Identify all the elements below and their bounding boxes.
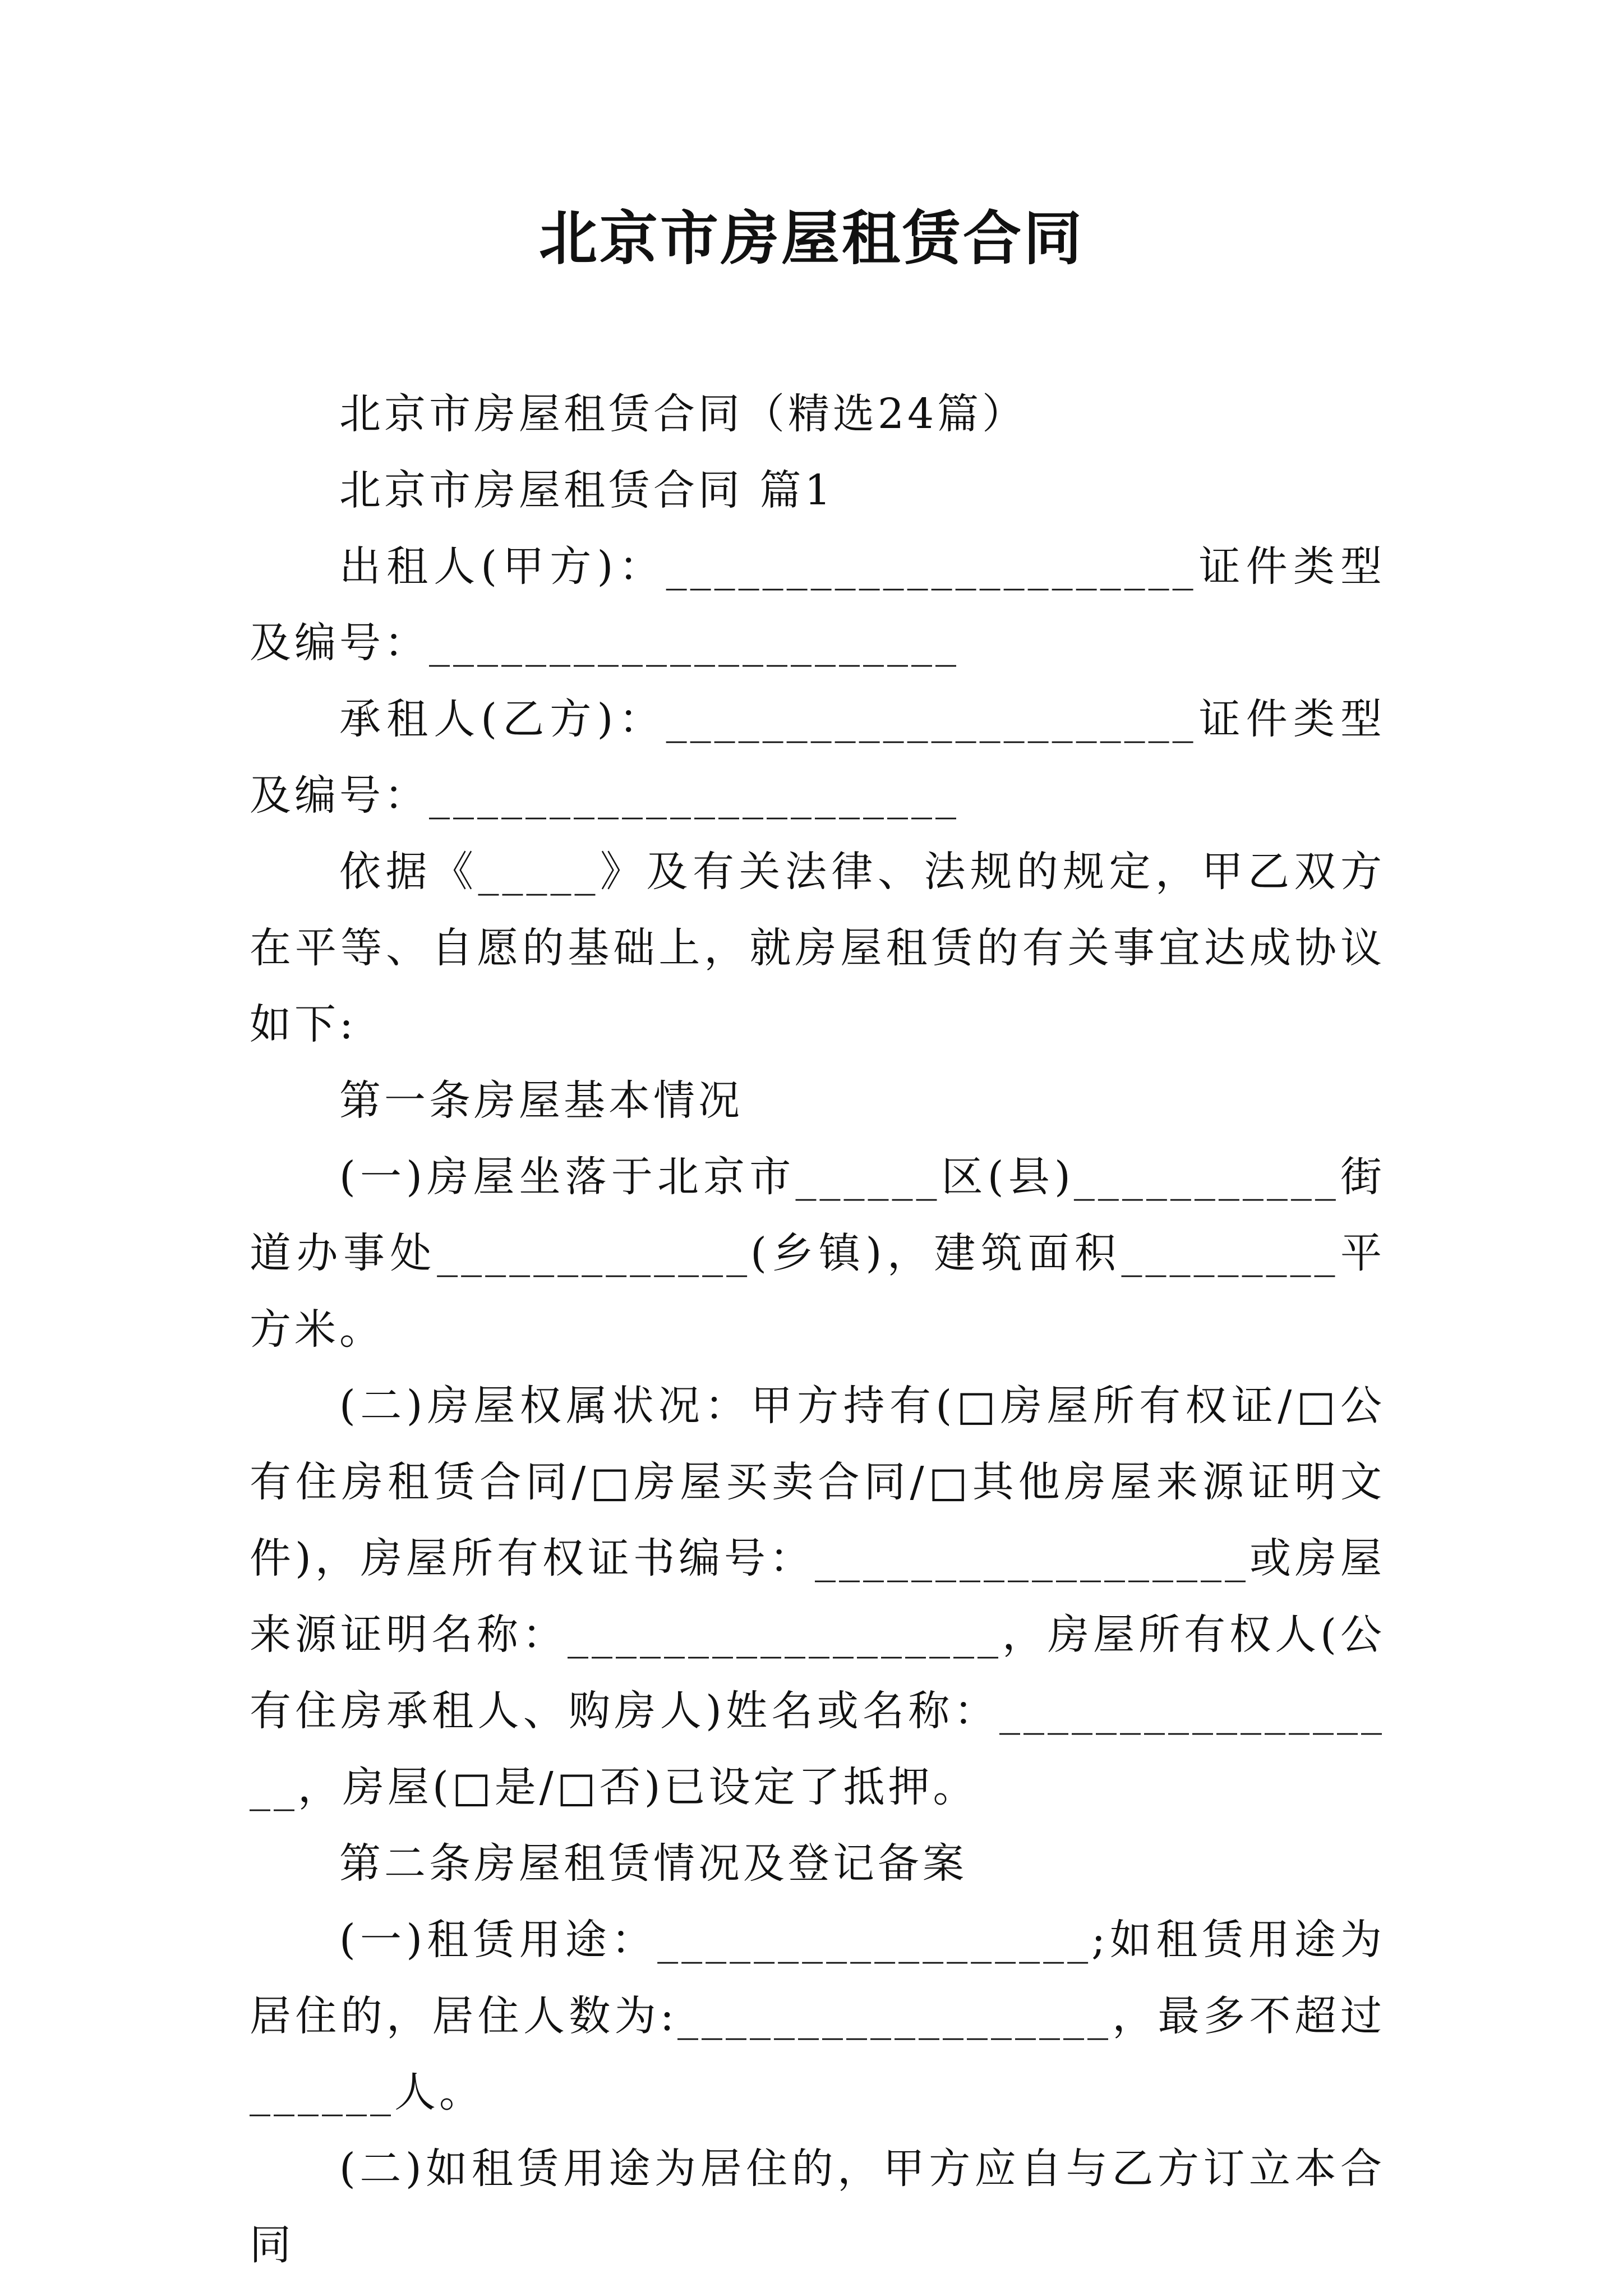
paragraph: (二)房屋权属状况：甲方持有(□房屋所有权证/□公有住房租赁合同/□房屋买卖合同/□其他房屋来源证明文件)，房屋所有权证书编号：__________________或房屋来源证明名称：__________________，房屋所有权人(公有住房承租人、购房人)姓名或名称：__________________，房屋(□是/□否)已设定了抵押。	[250, 1382, 1385, 1811]
paragraph: 北京市房屋租赁合同 篇1	[339, 466, 834, 514]
paragraph: (一)租赁用途：__________________;如租赁用途为居住的，居住人数为:__________________，最多不超过______人。	[250, 1916, 1385, 2116]
document-title: 北京市房屋租赁合同	[538, 204, 1084, 273]
paragraph: 承租人(乙方)：______________________证件类型及编号：______________________	[250, 695, 1385, 820]
paragraph: 出租人(甲方)：______________________证件类型及编号：______________________	[250, 542, 1385, 667]
paragraph: (一)房屋坐落于北京市______区(县)___________街道办事处_____________(乡镇)，建筑面积_________平方米。	[250, 1153, 1385, 1354]
paragraph: 第二条房屋租赁情况及登记备案	[339, 1839, 967, 1888]
paragraph: 第一条房屋基本情况	[339, 1076, 743, 1125]
paragraph: (二)如租赁用途为居住的，甲方应自与乙方订立本合同	[250, 2145, 1385, 2269]
paragraph: 北京市房屋租赁合同（精选24篇）	[339, 390, 1027, 438]
paragraph: 依据《_____》及有关法律、法规的规定，甲乙双方在平等、自愿的基础上，就房屋租赁的有关事宜达成协议如下:	[250, 848, 1385, 1048]
document-body	[250, 376, 1385, 2283]
